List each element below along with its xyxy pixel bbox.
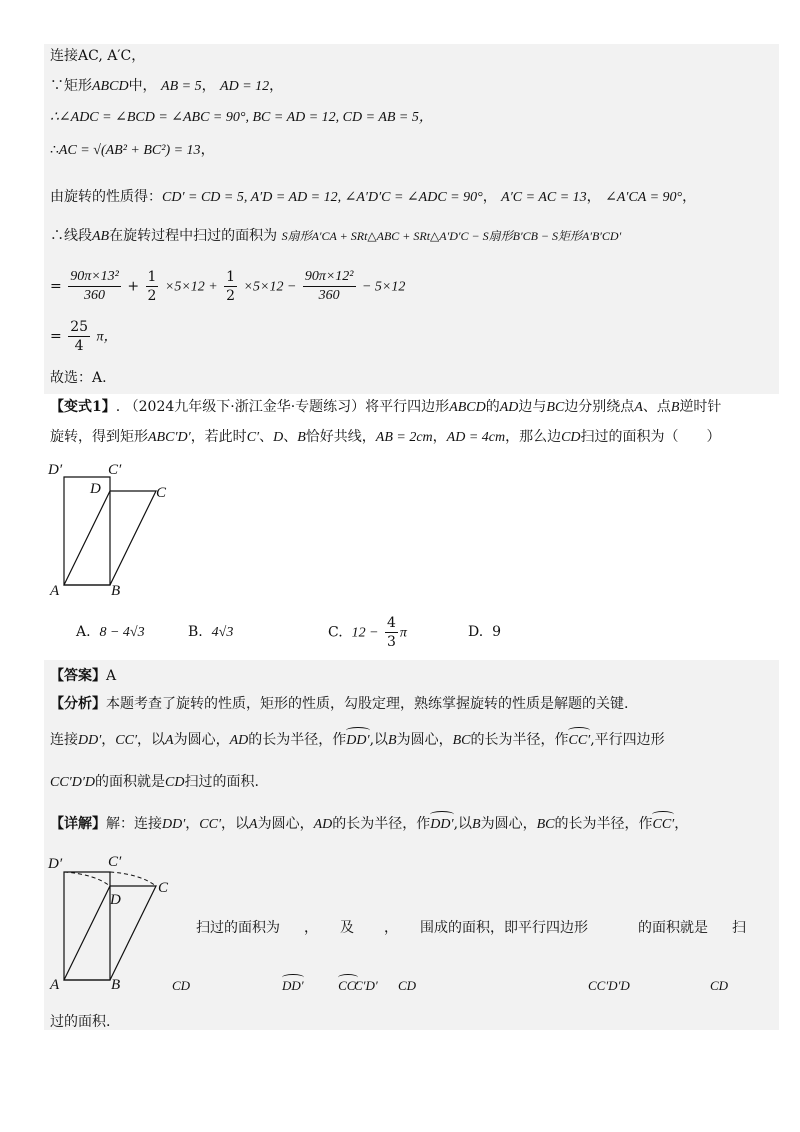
fraction: $\frac{1}{2}$ (147, 269, 157, 304)
label-c: C (158, 880, 169, 896)
geometry-figure-2 (44, 848, 194, 993)
option-a[interactable]: A. 8 − 4√3 (76, 624, 145, 640)
fraction: $\frac{\text{90π×12²}}{360}$ (304, 269, 354, 303)
geometry-figure-1 (44, 455, 194, 600)
math-label-ccdd: CC′D′D (588, 978, 630, 993)
math-label-cd-3: CD (710, 978, 729, 993)
variant-line-1: 【变式1】. （2024九年级下·浙江金华·专题练习）将平行四边形ABCD的AD边与BC边分别绕点A、点B逆时针 (50, 399, 722, 415)
label-d-prime: D′ (48, 462, 63, 478)
detail-text-7: 扫 (732, 920, 746, 936)
arc-cc-prime (110, 872, 156, 886)
sol-line-1: 连接AC, A′C， (50, 48, 146, 64)
math-label-c-d: C′D′ (354, 978, 378, 993)
label-b: B (111, 977, 121, 993)
label-c-prime: C′ (108, 462, 122, 478)
rectangle-abc-d (64, 477, 110, 585)
detail-line-1: 【详解】解：连接DD′，CC′，以A为圆心，AD的长为半径，作DD′,以B为圆心，BC的长为半径，作CC′， (50, 814, 688, 835)
fraction: $\frac{\text{90π×13²}}{360}$ (70, 269, 119, 303)
fraction: $\frac{4}{3}$ (386, 615, 396, 650)
detail-text-5: 围成的面积，即平行四边形 (420, 920, 588, 936)
label-d: D (90, 481, 101, 497)
detail-text-1: 扫过的面积为 (196, 920, 280, 936)
sol-line-8: = $\frac{25}{4}$ π， (50, 319, 118, 354)
sol-line-3: ∴∠ADC = ∠BCD = ∠ABC = 90°, BC = AD = 12, CD = AB = 5， (50, 110, 433, 125)
sol-line-5: 由旋转的性质得：CD′ = CD = 5, A′D = AD = 12, ∠A′D′C = ∠ADC = 90°， A′C = AC = 13， ∠A′CA = 90°， (50, 189, 697, 205)
label-a: A (50, 977, 60, 993)
math-label-cd-2: CD (398, 978, 417, 993)
fraction: $\frac{25}{4}$ (70, 319, 89, 354)
detail-text-4: ， (384, 920, 398, 936)
sol-line-4: ∴AC = √(AB² + BC²) = 13， (50, 142, 215, 158)
label-b: B (111, 583, 121, 599)
variant-line-2: 旋转，得到矩形ABC′D′，若此时C′、D、B恰好共线，AB = 2cm，AD = 4cm，那么边CD扫过的面积为（ ） (50, 429, 721, 445)
label-d-prime: D′ (48, 856, 63, 872)
label-d: D (110, 892, 121, 908)
answer-line: 【答案】A (50, 668, 117, 684)
fraction: $\frac{1}{2}$ (226, 269, 236, 304)
sol-line-7: = $\frac{\text{90π×13²}}{360}$ + $\frac{1}{2}$ ×5×12 + $\frac{1}{2}$ ×5×12 − $\frac{\text{90π×12²}}{360}$ − 5×12 (50, 269, 406, 304)
analysis-line-3: CC′D′D的面积就是CD扫过的面积. (50, 774, 259, 790)
detail-text-3: 及 (340, 920, 354, 936)
label-c: C (156, 485, 167, 501)
math-label-arc-dd: DD′ (282, 978, 304, 993)
analysis-line-1: 【分析】本题考查了旋转的性质，矩形的性质，勾股定理，熟练掌握旋转的性质是解题的关键. (50, 696, 629, 712)
label-a: A (50, 583, 60, 599)
option-d[interactable]: D. 9 (468, 624, 502, 640)
arc-dd-prime (64, 872, 110, 886)
option-b[interactable]: B. 4√3 (188, 624, 234, 640)
label-c-prime: C′ (108, 854, 122, 870)
sol-line-9: 故选：A. (50, 370, 107, 386)
detail-text-2: ， (304, 920, 318, 936)
analysis-line-2: 连接DD′，CC′，以A为圆心，AD的长为半径，作DD′,以B为圆心，BC的长为半径，作CC′,平行四边形 (50, 730, 665, 751)
math-label-cd: CD (172, 978, 191, 993)
sol-line-2: ∵矩形ABCD中， AB = 5， AD = 12， (50, 78, 284, 94)
detail-text-6: 的面积就是 (638, 920, 708, 936)
math-label-arc-cc: CC′ (338, 978, 359, 993)
detail-last-line: 过的面积. (50, 1014, 111, 1030)
sol-line-6: ∴线段AB在旋转过程中扫过的面积为 S扇形A′CA + SRt△ABC + SRt△A′D′C − S扇形B′CB − S矩形A′B′CD′ (50, 228, 622, 244)
option-c[interactable]: C. 12 − $\frac{4}{3}$ π (328, 615, 407, 650)
rectangle-abc-d (64, 872, 110, 980)
